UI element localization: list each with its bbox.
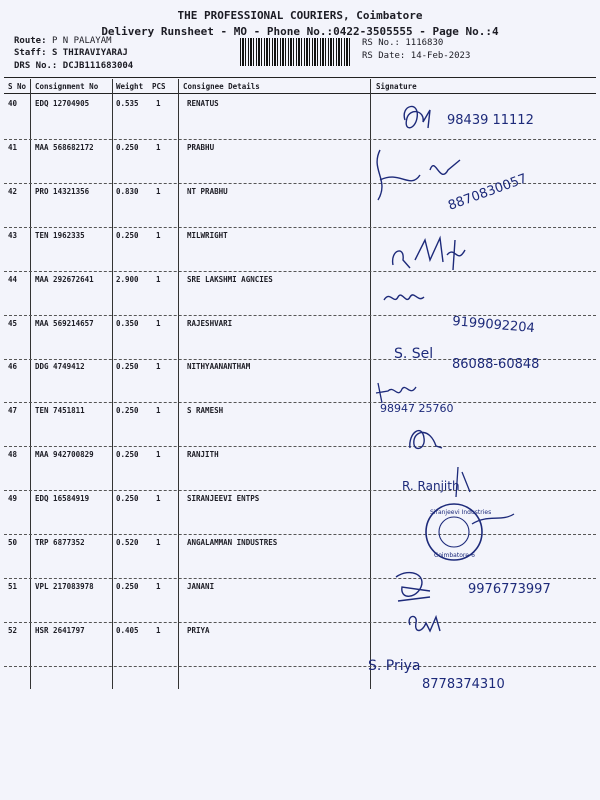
signature-row-41 — [360, 140, 550, 230]
cell-pcs: 1 — [156, 494, 161, 504]
cell-consignment: PRO 14321356 — [35, 186, 90, 196]
row-separator — [4, 446, 596, 447]
drs-field — [14, 61, 133, 71]
cell-pcs: 1 — [156, 99, 161, 108]
phone-row-41: 8870830057 — [446, 171, 530, 214]
cell-sno: 49 — [8, 494, 18, 504]
cell-weight: 2.900 — [116, 274, 139, 284]
drs-value: DCJB111683004 — [62, 61, 134, 71]
phone-row-45: 86088-60848 — [452, 357, 540, 372]
cell-weight: 0.520 — [116, 538, 139, 547]
rs-no-value: 1116830 — [405, 38, 444, 48]
cell-consignment: TEN 7451811 — [35, 406, 85, 416]
cell-weight: 0.250 — [116, 142, 139, 152]
cell-sno: 46 — [8, 362, 18, 372]
cell-pcs: 1 — [156, 318, 161, 328]
col-header-pcs: PCS — [152, 82, 166, 91]
signature-row-43 — [385, 230, 485, 275]
signature-row-47 — [400, 418, 460, 458]
phone-row-50: 9976773997 — [468, 582, 551, 597]
cell-pcs: 1 — [156, 274, 161, 284]
company-stamp — [412, 502, 522, 564]
col-header-signature: Signature — [376, 82, 417, 91]
cell-sno: 44 — [8, 274, 18, 284]
cell-pcs: 1 — [156, 625, 161, 635]
phone-row-40: 98439 11112 — [447, 113, 534, 128]
cell-consignee: ANGALAMMAN INDUSTRES — [187, 538, 278, 547]
col-header-consignment: Consignment No — [35, 82, 99, 91]
staff-field — [14, 48, 128, 58]
cell-weight: 0.830 — [116, 186, 139, 196]
cell-weight: 0.350 — [116, 318, 139, 328]
signature-row-40 — [395, 100, 565, 140]
row-separator — [4, 622, 596, 623]
cell-sno: 45 — [8, 318, 18, 328]
cell-pcs: 1 — [156, 581, 161, 591]
cell-sno: 50 — [8, 538, 18, 547]
route-label: Route: — [14, 36, 47, 46]
name-row-52: S. Priya — [368, 658, 421, 674]
cell-consignment: DDG 4749412 — [35, 362, 85, 372]
cell-consignment: VPL 217083978 — [35, 581, 94, 591]
cell-sno: 48 — [8, 450, 18, 460]
cell-sno: 51 — [8, 581, 18, 591]
rs-date-value: 14-Feb-2023 — [410, 51, 471, 61]
cell-sno: 43 — [8, 230, 18, 240]
barcode — [240, 38, 352, 66]
drs-label: DRS No.: — [14, 61, 58, 71]
cell-consignee: JANANI — [187, 581, 215, 591]
cell-pcs: 1 — [156, 186, 161, 196]
cell-consignee: PRIYA — [187, 625, 210, 635]
cell-pcs: 1 — [156, 450, 161, 460]
cell-consignee: SRE LAKSHMI AGNCIES — [187, 274, 273, 284]
cell-weight: 0.405 — [116, 625, 139, 635]
stamp-line-2: Coimbatore-6 — [434, 552, 475, 559]
phone-row-46: 98947 25760 — [380, 402, 454, 415]
cell-consignee: MILWRIGHT — [187, 230, 228, 240]
cell-weight: 0.250 — [116, 494, 139, 504]
cell-weight: 0.250 — [116, 450, 139, 460]
name-row-48: R. Ranjith — [402, 479, 460, 493]
cell-pcs: 1 — [156, 538, 161, 547]
signature-row-44 — [380, 285, 580, 335]
cell-weight: 0.250 — [116, 581, 139, 591]
cell-consignment: EDQ 12704905 — [35, 99, 90, 108]
row-separator — [4, 271, 596, 272]
cell-weight: 0.250 — [116, 230, 139, 240]
rs-date-field — [362, 51, 470, 61]
phone-row-44: 9199092204 — [451, 314, 536, 337]
table-header-rule — [4, 93, 596, 94]
rs-no-label: RS No.: — [362, 38, 400, 48]
cell-consignment: MAA 292672641 — [35, 274, 94, 284]
cell-pcs: 1 — [156, 362, 161, 372]
col-header-sno: S No — [8, 82, 27, 91]
cell-consignee: RENATUS — [187, 99, 219, 108]
cell-consignee: SIRANJEEVI ENTPS — [187, 494, 260, 504]
signature-row-45 — [390, 340, 570, 375]
runsheet-subtitle: Delivery Runsheet - MO - Phone No.:0422-3505555 - Page No.:4 — [101, 25, 499, 38]
cell-weight: 0.250 — [116, 406, 139, 416]
phone-row-52: 8778374310 — [422, 677, 505, 692]
cell-consignee: RANJITH — [187, 450, 219, 460]
cell-consignment: MAA 568682172 — [35, 142, 94, 152]
cell-weight: 0.535 — [116, 99, 139, 108]
cell-pcs: 1 — [156, 230, 161, 240]
table-top-rule — [4, 77, 596, 78]
cell-consignment: TEN 1962335 — [35, 230, 85, 240]
cell-sno: 41 — [8, 142, 18, 152]
route-value: P N PALAYAM — [51, 36, 112, 46]
col-header-consignee: Consignee Details — [183, 82, 260, 91]
table-row — [0, 231, 600, 275]
cell-sno: 47 — [8, 406, 18, 416]
cell-pcs: 1 — [156, 142, 161, 152]
name-row-45: S. Sel — [394, 346, 434, 362]
cell-consignment: HSR 2641797 — [35, 625, 85, 635]
rs-no-field — [362, 38, 443, 48]
cell-consignment: EDQ 16584919 — [35, 494, 90, 504]
cell-sno: 42 — [8, 186, 18, 196]
company-title: THE PROFESSIONAL COURIERS, Coimbatore — [177, 9, 423, 22]
signature-row-48 — [398, 462, 508, 502]
signature-row-52 — [364, 652, 544, 696]
staff-label: Staff: — [14, 48, 47, 58]
cell-weight: 0.250 — [116, 362, 139, 372]
cell-consignment: MAA 569214657 — [35, 318, 94, 328]
cell-consignee: PRABHU — [187, 142, 215, 152]
stamp-line-1: Siranjeevi Industries — [430, 509, 492, 516]
cell-pcs: 1 — [156, 406, 161, 416]
signature-row-51 — [402, 603, 452, 643]
col-header-weight: Weight — [116, 82, 144, 91]
signature-row-46 — [372, 375, 512, 415]
table-row — [0, 450, 600, 494]
cell-consignment: MAA 942700829 — [35, 450, 94, 460]
cell-consignee: NT PRABHU — [187, 186, 228, 196]
cell-consignee: NITHYAANANTHAM — [187, 362, 251, 372]
cell-consignment: TRP 6877352 — [35, 538, 85, 547]
rs-date-label: RS Date: — [362, 51, 406, 61]
cell-consignee: RAJESHVARI — [187, 318, 233, 328]
staff-value: S THIRAVIYARAJ — [51, 48, 128, 58]
route-field — [14, 36, 112, 46]
cell-consignee: S RAMESH — [187, 406, 224, 416]
cell-sno: 52 — [8, 625, 18, 635]
cell-sno: 40 — [8, 99, 18, 108]
